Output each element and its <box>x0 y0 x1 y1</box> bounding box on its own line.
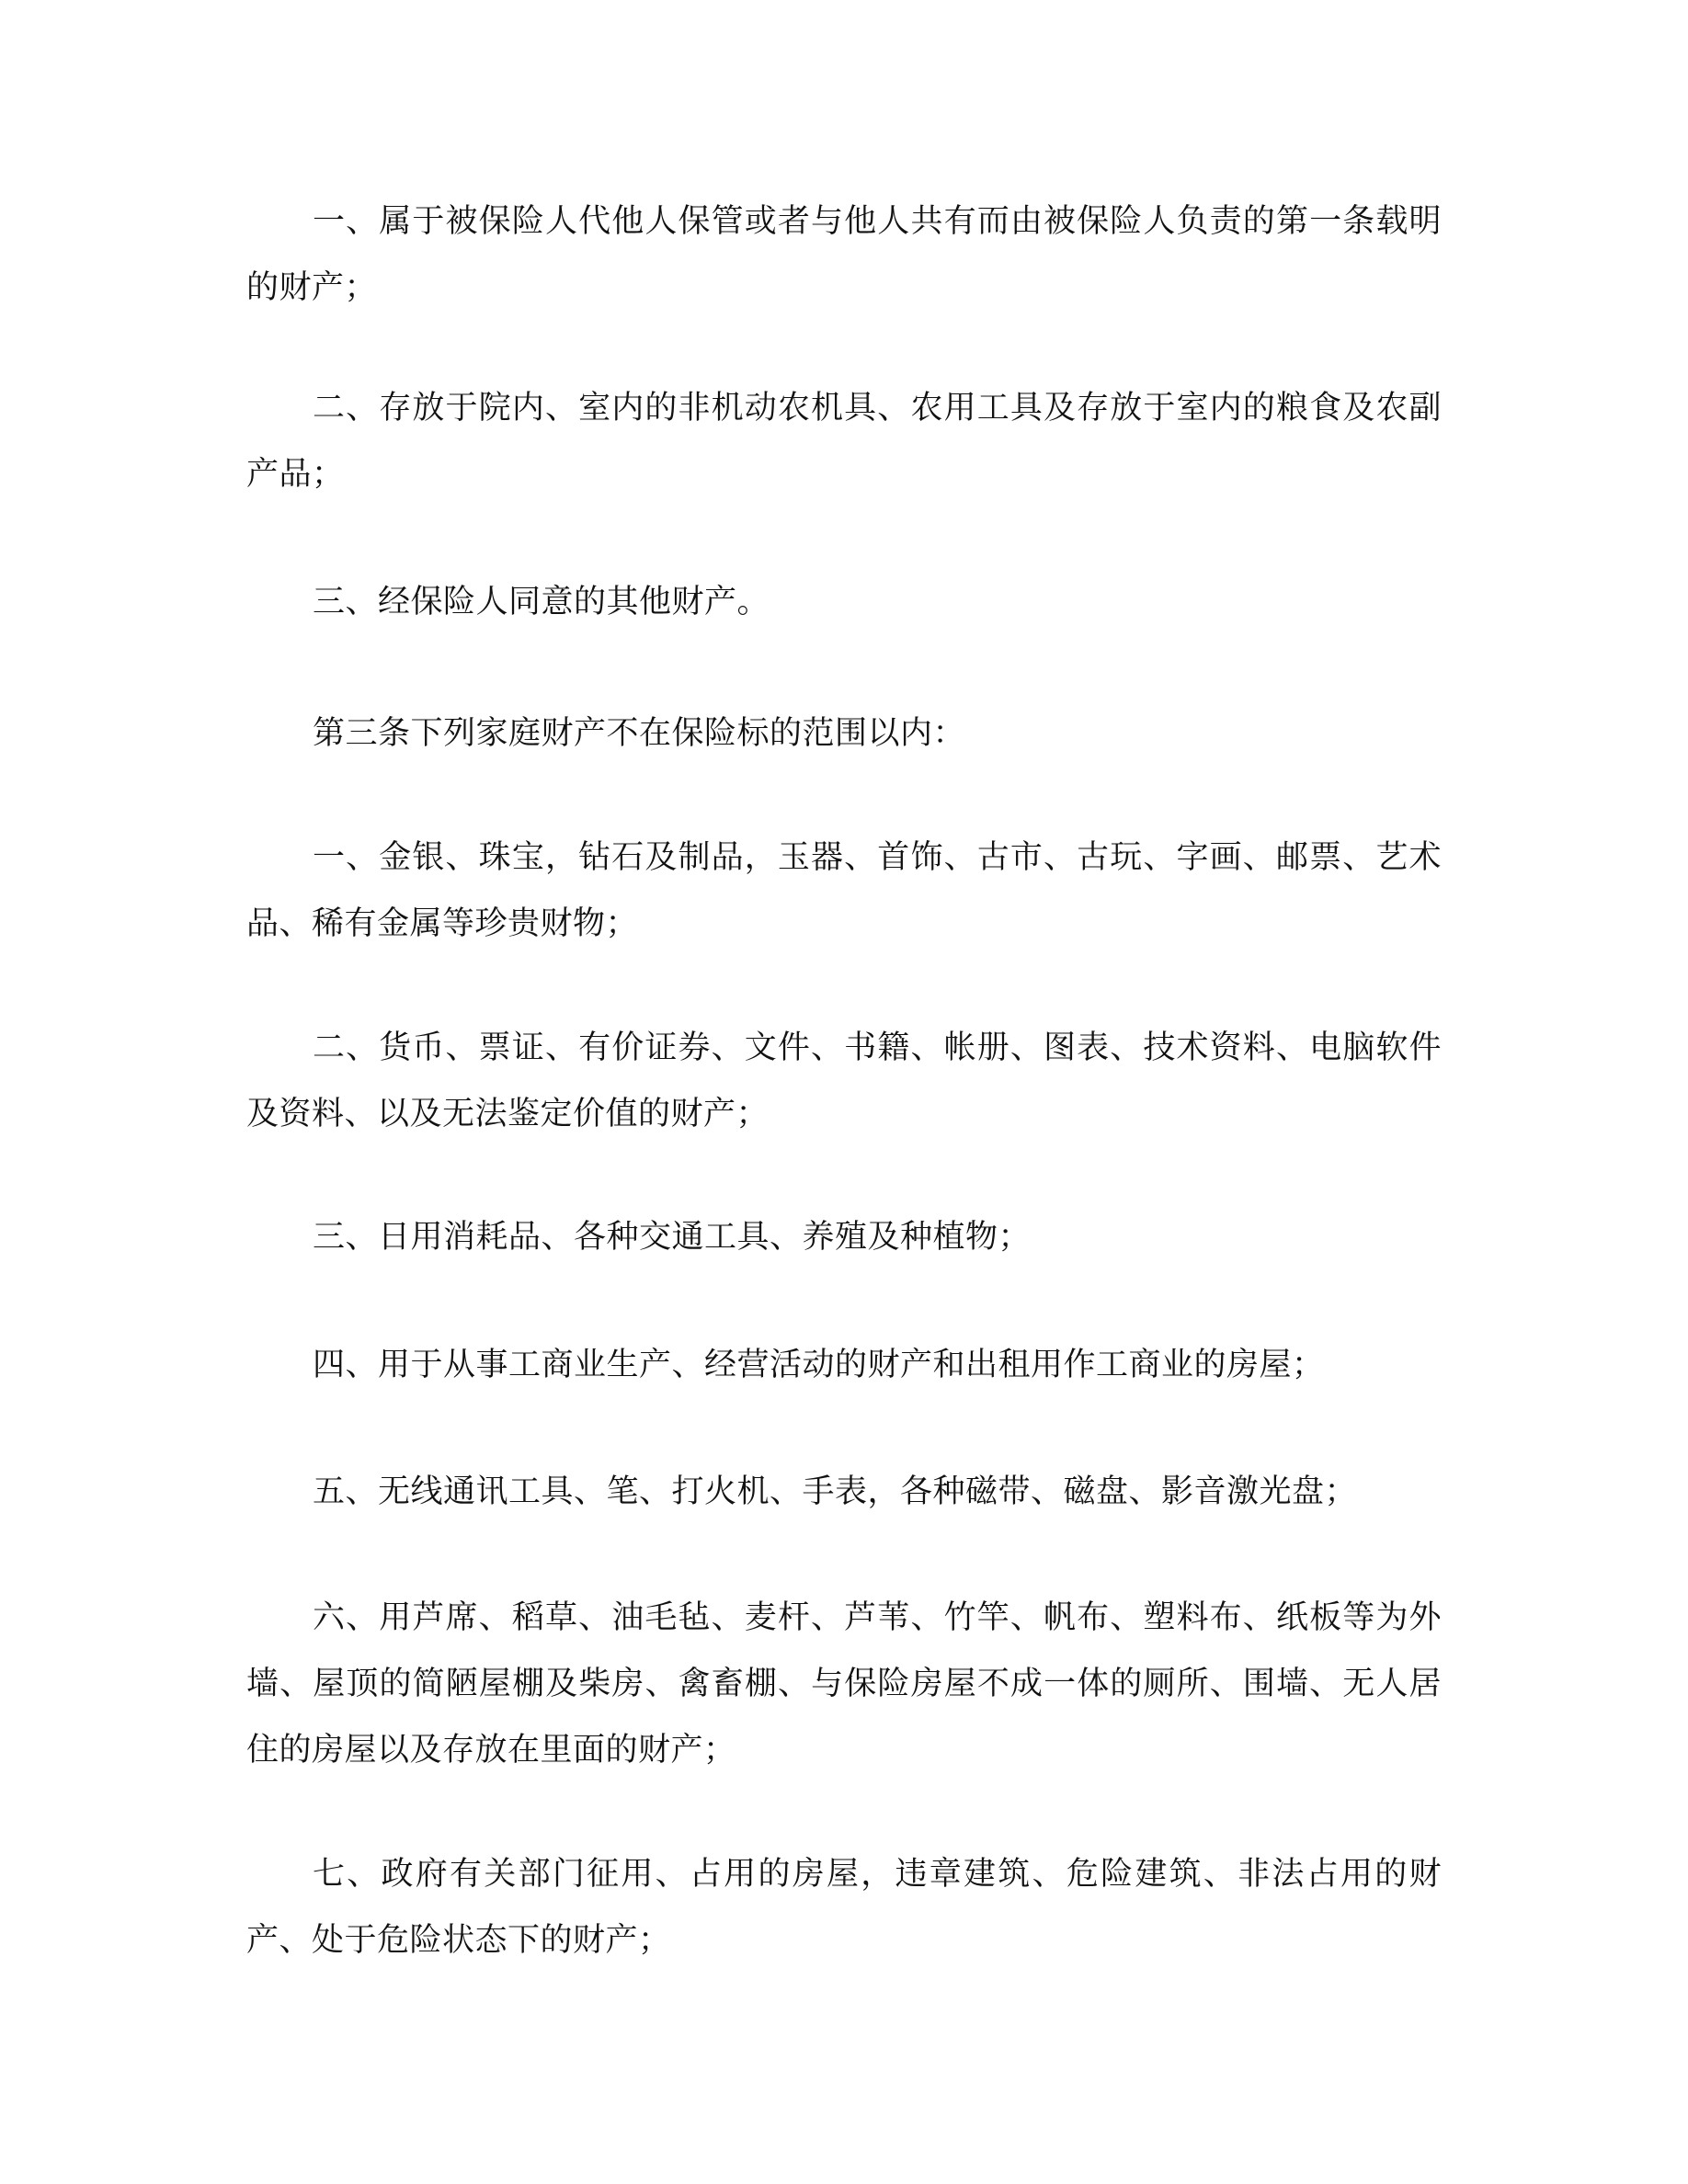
paragraph-item-2: 二、存放于院内、室内的非机动农机具、农用工具及存放于室内的粮食及农副产品； <box>246 390 1442 493</box>
paragraph-exclusion-3: 三、日用消耗品、各种交通工具、养殖及种植物； <box>313 1219 1032 1256</box>
paragraph-exclusion-6: 六、用芦席、稻草、油毛毡、麦杆、芦苇、竹竿、帆布、塑料布、纸板等为外墙、屋顶的简陋屋棚及柴房、禽畜棚、与保险房屋不成一体的厕所、围墙、无人居住的房屋以及存放在里面的财产； <box>246 1599 1442 1769</box>
paragraph-exclusion-5: 五、无线通讯工具、笔、打火机、手表，各种磁带、磁盘、影音激光盘； <box>313 1473 1358 1510</box>
paragraph-item-3: 三、经保险人同意的其他财产。 <box>313 584 770 620</box>
paragraph-item-1: 一、属于被保险人代他人保管或者与他人共有而由被保险人负责的第一条载明的财产； <box>246 203 1442 306</box>
paragraph-exclusion-7: 七、政府有关部门征用、占用的房屋，违章建筑、危险建筑、非法占用的财产、处于危险状态下的财产； <box>246 1856 1442 1959</box>
paragraph-exclusion-1: 一、金银、珠宝，钻石及制品，玉器、首饰、古市、古玩、字画、邮票、艺术品、稀有金属等珍贵财物； <box>246 839 1442 942</box>
paragraph-article-3-heading: 第三条下列家庭财产不在保险标的范围以内： <box>313 715 966 752</box>
paragraph-exclusion-2: 二、货币、票证、有价证券、文件、书籍、帐册、图表、技术资料、电脑软件及资料、以及无法鉴定价值的财产； <box>246 1029 1442 1132</box>
paragraph-exclusion-4: 四、用于从事工商业生产、经营活动的财产和出租用作工商业的房屋； <box>313 1347 1325 1383</box>
